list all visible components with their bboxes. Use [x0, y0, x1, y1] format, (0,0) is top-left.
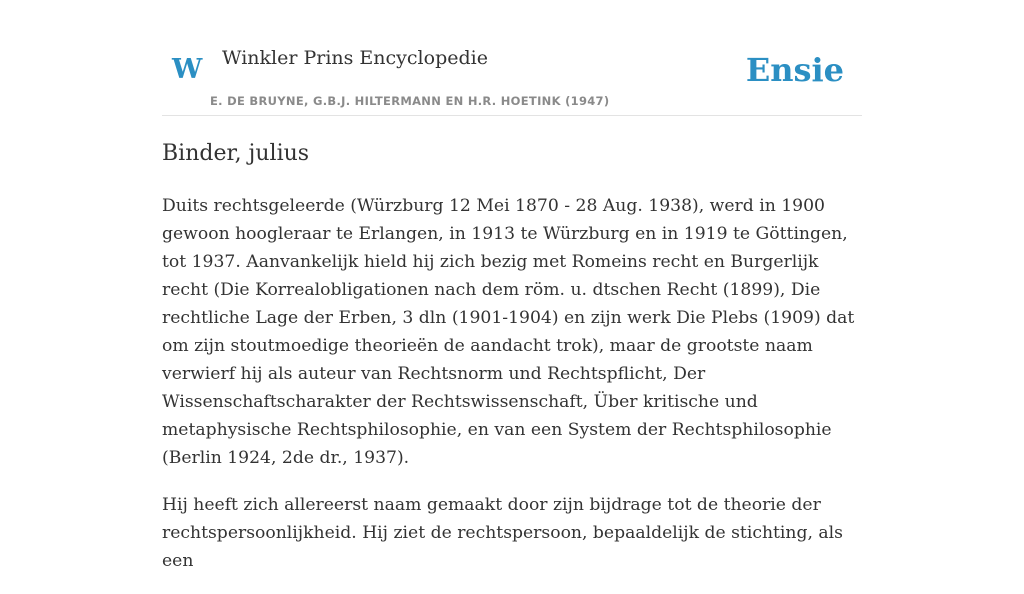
encyclopedia-logo[interactable]: W [172, 54, 203, 85]
ensie-brand-logo[interactable]: Ensie [745, 51, 844, 89]
article-paragraph: Hij heeft zich allereerst naam gemaakt door zijn bijdrage tot de theorie der rechtspersoonlijkheid. Hij ziet de rechtspersoon, bepaaldelijk de stichting, als een [162, 495, 843, 571]
publication-authors: E. DE BRUYNE, G.B.J. HILTERMANN EN H.R. HOETINK (1947) [210, 94, 610, 108]
entry-title: Binder, julius [162, 141, 310, 166]
header-divider [162, 115, 862, 116]
article-paragraph: Duits rechtsgeleerde (Würzburg 12 Mei 1870 - 28 Aug. 1938), werd in 1900 gewoon hoogleraar te Erlangen, in 1913 te Würzburg en in 1919 te Göttingen, tot 1937. Aanvankelijk hield hij zich bezig met Romeins recht en Burgerlijk recht (Die Korrealobligationen nach dem röm. u. dtschen Recht (1899), Die rechtliche Lage der Erben, 3 dln (1901-1904) en zijn werk Die Plebs (1909) dat om zijn stoutmoedige theorieën de aandacht trok), maar de grootste naam verwierf hij als auteur van Rechtsnorm und Rechtspflicht, Der Wissenschaftscharakter der Rechtswissenschaft, Über kritische und metaphysische Rechtsphilosophie, en van een System der Rechtsphilosophie (Berlin 1924, 2de dr., 1937). [162, 196, 855, 468]
article-body [162, 192, 862, 594]
publication-title[interactable]: Winkler Prins Encyclopedie [222, 47, 488, 69]
